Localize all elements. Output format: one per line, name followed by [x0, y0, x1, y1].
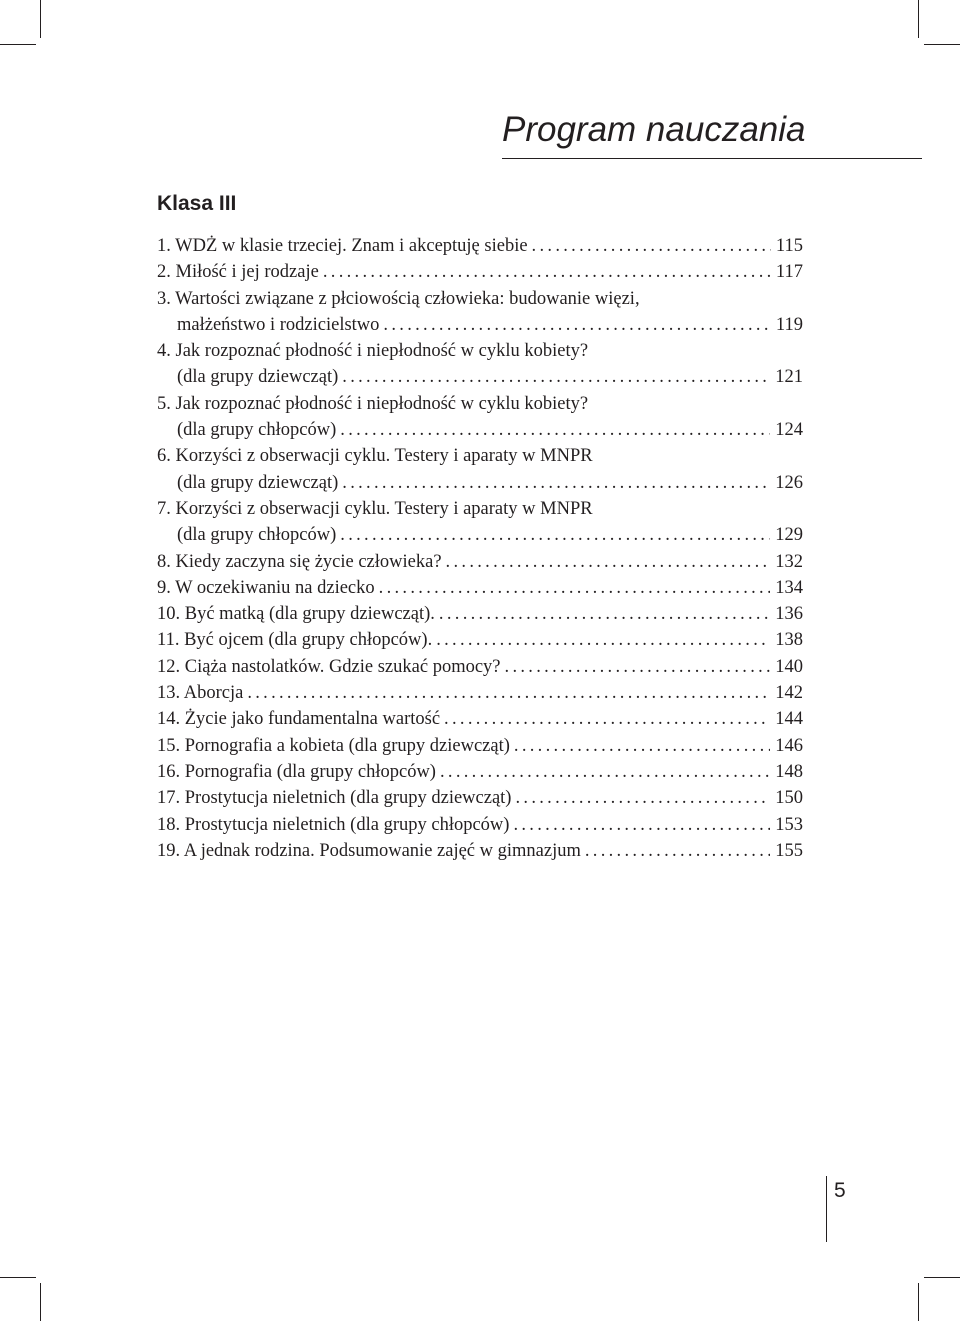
toc-entry-title: 18. Prostytucja nieletnich (dla grupy chłopców): [157, 814, 510, 835]
page-title: Program nauczania: [502, 110, 806, 149]
toc-entry-title: 13. Aborcja: [157, 683, 244, 704]
toc-entry-title: 9. W oczekiwaniu na dziecko: [157, 577, 375, 598]
toc-page-number: 134: [775, 577, 803, 598]
toc-page-number: 129: [775, 525, 803, 546]
toc-entry-title: 7. Korzyści z obserwacji cyklu. Testery i aparaty w MNPR: [157, 498, 593, 519]
toc-leader-dots: [340, 522, 770, 548]
crop-mark: [918, 0, 919, 38]
toc-entry-title: 5. Jak rozpoznać płodność i niepłodność w cyklu kobiety?: [157, 393, 589, 414]
crop-mark: [40, 1283, 41, 1321]
toc-page-number: 132: [775, 551, 803, 572]
toc-entry-title: (dla grupy chłopców): [177, 525, 337, 546]
toc-leader-dots: [342, 364, 770, 390]
toc-entry: [157, 496, 803, 522]
toc-leader-dots: [379, 575, 771, 601]
toc-leader-dots: [585, 838, 770, 864]
toc-entry: [157, 733, 803, 759]
page-number: 5: [834, 1179, 846, 1202]
crop-mark: [924, 44, 960, 45]
toc-leader-dots: [515, 785, 770, 811]
toc-entry: [157, 364, 803, 390]
toc-leader-dots: [340, 417, 770, 443]
toc-entry-title: 8. Kiedy zaczyna się życie człowieka?: [157, 551, 442, 572]
crop-mark: [0, 1277, 36, 1278]
toc-page-number: 136: [775, 604, 803, 625]
toc-entry: [157, 443, 803, 469]
toc-entry: [157, 259, 803, 285]
toc-page-number: 150: [775, 788, 803, 809]
toc-entry-title: 2. Miłość i jej rodzaje: [157, 262, 319, 283]
toc-entry-title: 19. A jednak rodzina. Podsumowanie zajęć w gimnazjum: [157, 840, 581, 861]
toc-page-number: 146: [775, 735, 803, 756]
toc-entry: [157, 838, 803, 864]
crop-mark: [0, 44, 36, 45]
toc-entry: [157, 417, 803, 443]
section-heading: Klasa III: [157, 192, 237, 215]
toc-leader-dots: [440, 759, 770, 785]
toc-entry: [157, 759, 803, 785]
toc-entry-title: 14. Życie jako fundamentalna wartość: [157, 709, 441, 730]
toc-entry: [157, 785, 803, 811]
toc-leader-dots: [439, 601, 770, 627]
toc-entry: [157, 470, 803, 496]
toc-entry: [157, 233, 803, 259]
crop-mark: [40, 0, 41, 38]
toc-entry: [157, 680, 803, 706]
toc-leader-dots: [436, 627, 770, 653]
toc-page-number: 115: [775, 236, 803, 256]
toc-entry: [157, 549, 803, 575]
toc-entry-title: 12. Ciąża nastolatków. Gdzie szukać pomocy?: [157, 656, 501, 677]
toc-entry: [157, 706, 803, 732]
toc-leader-dots: [514, 733, 770, 759]
toc-leader-dots: [342, 470, 770, 496]
toc-entry-title: małżeństwo i rodzicielstwo: [177, 314, 380, 335]
table-of-contents: [157, 233, 803, 864]
toc-leader-dots: [383, 312, 771, 338]
toc-entry: [157, 312, 803, 338]
toc-page-number: 142: [775, 683, 803, 704]
toc-page-number: 153: [775, 814, 803, 835]
toc-entry-title: 16. Pornografia (dla grupy chłopców): [157, 761, 436, 782]
toc-entry: [157, 627, 803, 653]
toc-entry-title: (dla grupy chłopców): [177, 420, 337, 441]
toc-leader-dots: [247, 680, 770, 706]
crop-mark: [924, 1277, 960, 1278]
toc-page-number: 144: [775, 709, 803, 730]
toc-entry: [157, 654, 803, 680]
toc-entry-title: 4. Jak rozpoznać płodność i niepłodność w cyklu kobiety?: [157, 341, 589, 362]
toc-entry-title: 15. Pornografia a kobieta (dla grupy dziewcząt): [157, 735, 510, 756]
toc-leader-dots: [446, 549, 771, 575]
toc-page-number: 148: [775, 761, 803, 782]
toc-leader-dots: [513, 812, 770, 838]
page-number-rule: [826, 1176, 827, 1242]
toc-entry: [157, 522, 803, 548]
toc-page-number: 121: [775, 367, 803, 388]
toc-page-number: 117: [775, 262, 803, 283]
toc-page-number: 126: [775, 472, 803, 493]
toc-entry: [157, 286, 803, 312]
crop-mark: [918, 1283, 919, 1321]
toc-entry: [157, 601, 803, 627]
toc-page-number: 124: [775, 420, 803, 441]
toc-page-number: 119: [775, 314, 803, 335]
toc-leader-dots: [505, 654, 771, 680]
toc-entry: [157, 338, 803, 364]
toc-entry: [157, 575, 803, 601]
toc-leader-dots: [444, 706, 770, 732]
toc-page-number: 140: [775, 656, 803, 677]
toc-entry-title: 1. WDŻ w klasie trzeciej. Znam i akceptuję siebie: [157, 236, 528, 256]
title-underline: [502, 158, 922, 159]
toc-entry: [157, 812, 803, 838]
toc-entry-title: 17. Prostytucja nieletnich (dla grupy dziewcząt): [157, 788, 512, 809]
toc-leader-dots: [532, 233, 771, 259]
toc-entry-title: 10. Być matką (dla grupy dziewcząt).: [157, 604, 435, 625]
toc-entry: [157, 391, 803, 417]
toc-entry-title: 11. Być ojcem (dla grupy chłopców).: [157, 630, 433, 651]
toc-entry-title: (dla grupy dziewcząt): [177, 472, 339, 493]
toc-page-number: 155: [775, 840, 803, 861]
toc-entry-title: 6. Korzyści z obserwacji cyklu. Testery i aparaty w MNPR: [157, 446, 593, 467]
toc-page-number: 138: [775, 630, 803, 651]
toc-leader-dots: [323, 259, 771, 285]
toc-entry-title: (dla grupy dziewcząt): [177, 367, 339, 388]
toc-entry-title: 3. Wartości związane z płciowością człowieka: budowanie więzi,: [157, 288, 640, 309]
